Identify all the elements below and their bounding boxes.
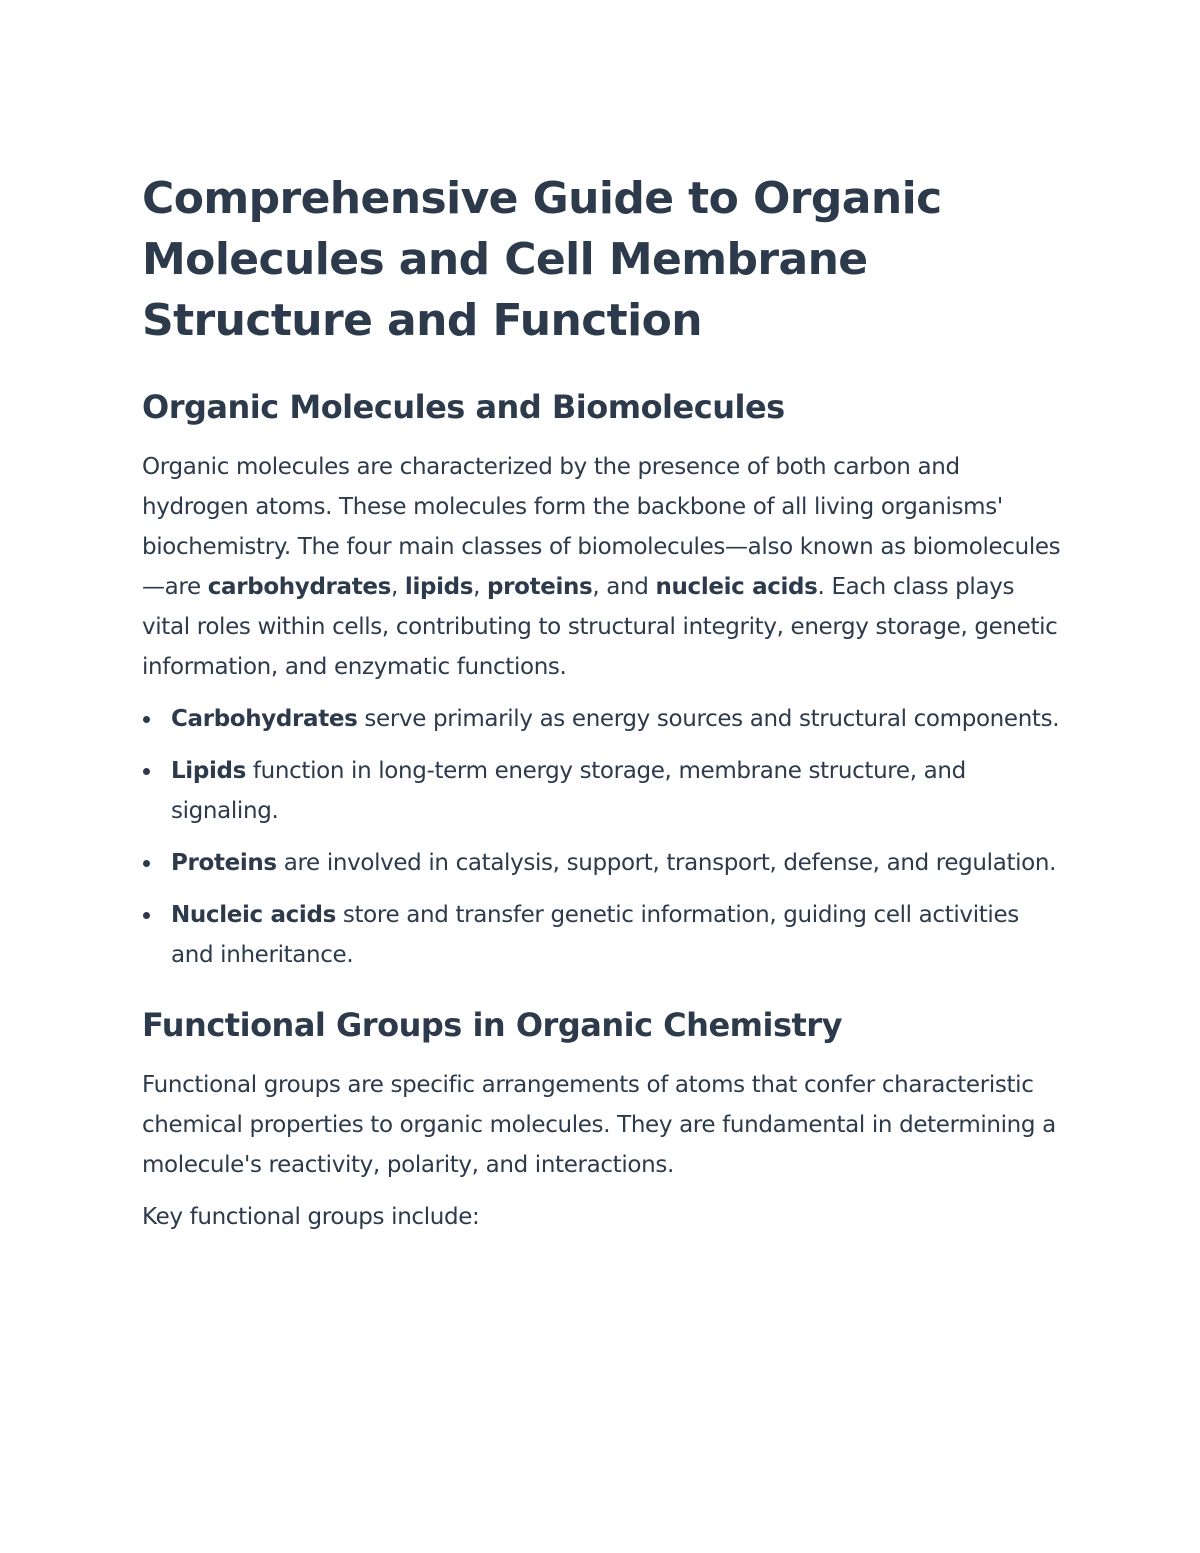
bold-carbohydrates: carbohydrates	[207, 574, 391, 600]
bullet-icon	[143, 768, 150, 775]
bullet-icon	[143, 716, 150, 723]
list-item-term: Carbohydrates	[171, 706, 358, 732]
list-item-text: are involved in catalysis, support, transport, defense, and regulation.	[276, 850, 1057, 876]
intro-paragraph	[142, 447, 1062, 687]
section-heading-biomolecules: Organic Molecules and Biomolecules	[142, 388, 785, 426]
functional-groups-paragraph: Functional groups are specific arrangements of atoms that confer characteristic chemical properties to organic molecules. They are fundamental in determining a molecule's reactivity, polarity, and interactions.	[142, 1072, 1056, 1178]
list-item-text: function in long-term energy storage, membrane structure, and signaling.	[171, 758, 966, 824]
list-item	[142, 843, 1062, 883]
document-page	[142, 168, 1062, 1249]
biomolecule-list	[142, 699, 1062, 975]
list-item	[142, 751, 1062, 831]
text-run: ,	[390, 574, 405, 600]
text-run: Organic molecules are characterized by the presence of both carbon and hydrogen atoms. These molecules form the backbone of all living organisms' biochemistry. The four main classes of biomolecules—also known as biomolecules—are	[142, 454, 1061, 600]
list-item-text: store and transfer genetic information, guiding cell activities and inheritance.	[171, 902, 1019, 968]
list-item-term: Proteins	[171, 850, 277, 876]
text-run: ,	[473, 574, 488, 600]
list-item	[142, 895, 1062, 975]
list-item-term: Nucleic acids	[171, 902, 336, 928]
text-run: , and	[592, 574, 656, 600]
bullet-icon	[143, 912, 150, 919]
functional-groups-intro: Key functional groups include:	[142, 1204, 480, 1230]
bold-proteins: proteins	[487, 574, 593, 600]
list-item-term: Lipids	[171, 758, 246, 784]
list-item	[142, 699, 1062, 739]
bold-nucleic-acids: nucleic acids	[655, 574, 818, 600]
list-item-text: serve primarily as energy sources and structural components.	[357, 706, 1060, 732]
page-title: Comprehensive Guide to Organic Molecules and Cell Membrane Structure and Function	[142, 173, 942, 346]
text-run: . Each class plays vital roles within cells, contributing to structural integrity, energy storage, genetic information, and enzymatic functions.	[142, 574, 1058, 680]
bullet-icon	[143, 860, 150, 867]
bold-lipids: lipids	[404, 574, 474, 600]
section-heading-functional-groups: Functional Groups in Organic Chemistry	[142, 1006, 842, 1044]
